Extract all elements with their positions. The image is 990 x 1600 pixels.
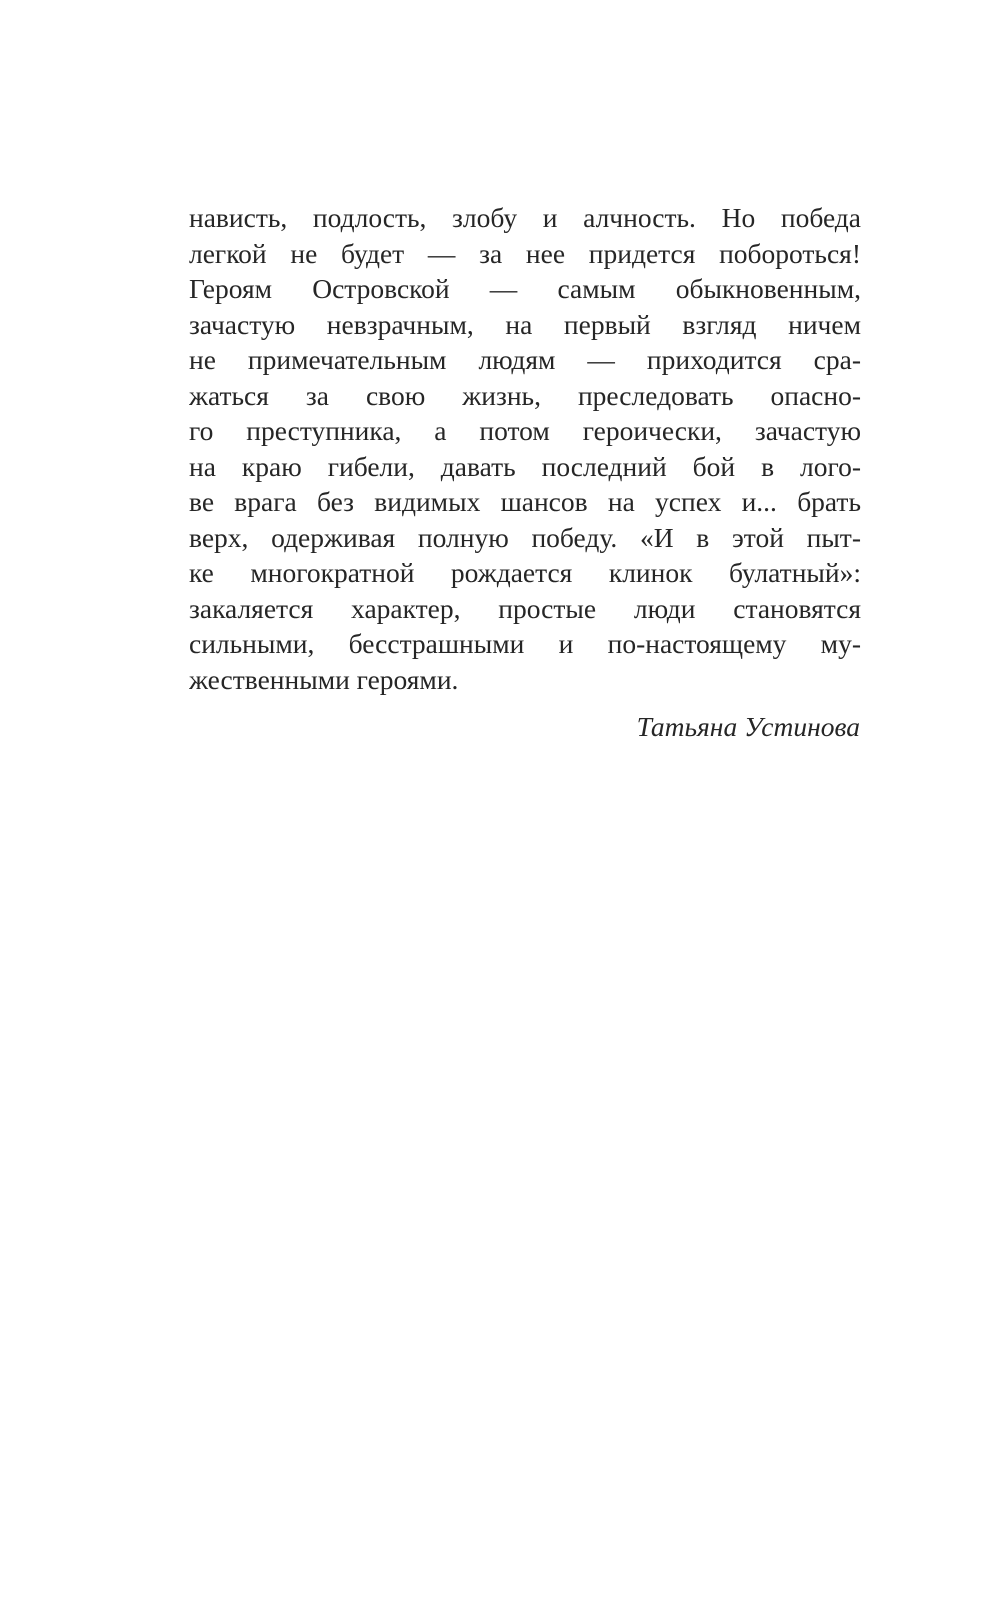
text-line: ве врага без видимых шансов на успех и... брать	[189, 486, 861, 517]
text-line: не примечательным людям — приходится сра-	[189, 344, 861, 375]
text-line-last: жественными героями.	[189, 663, 459, 695]
text-line: жаться за свою жизнь, преследовать опасно-	[189, 379, 861, 411]
text-line: нависть, подлость, злобу и алчность. Но победа	[189, 202, 861, 233]
text-line: на краю гибели, давать последний бой в лого-	[189, 450, 861, 482]
body-text	[189, 200, 861, 697]
author-signature: Татьяна Устинова	[636, 711, 860, 742]
text-line: Героям Островской — самым обыкновенным,	[189, 273, 861, 304]
text-line: ке многократной рождается клинок булатный»:	[189, 557, 861, 588]
text-line: го преступника, а потом героически, зачастую	[189, 415, 861, 446]
text-line: сильными, бесстрашными и по-настоящему му-	[189, 628, 861, 659]
text-line: зачастую невзрачным, на первый взгляд ничем	[189, 308, 861, 340]
text-line: легкой не будет — за нее придется побороться!	[189, 237, 861, 269]
text-line: верх, одерживая полную победу. «И в этой пыт-	[189, 521, 861, 553]
text-line: закаляется характер, простые люди становятся	[189, 592, 861, 624]
